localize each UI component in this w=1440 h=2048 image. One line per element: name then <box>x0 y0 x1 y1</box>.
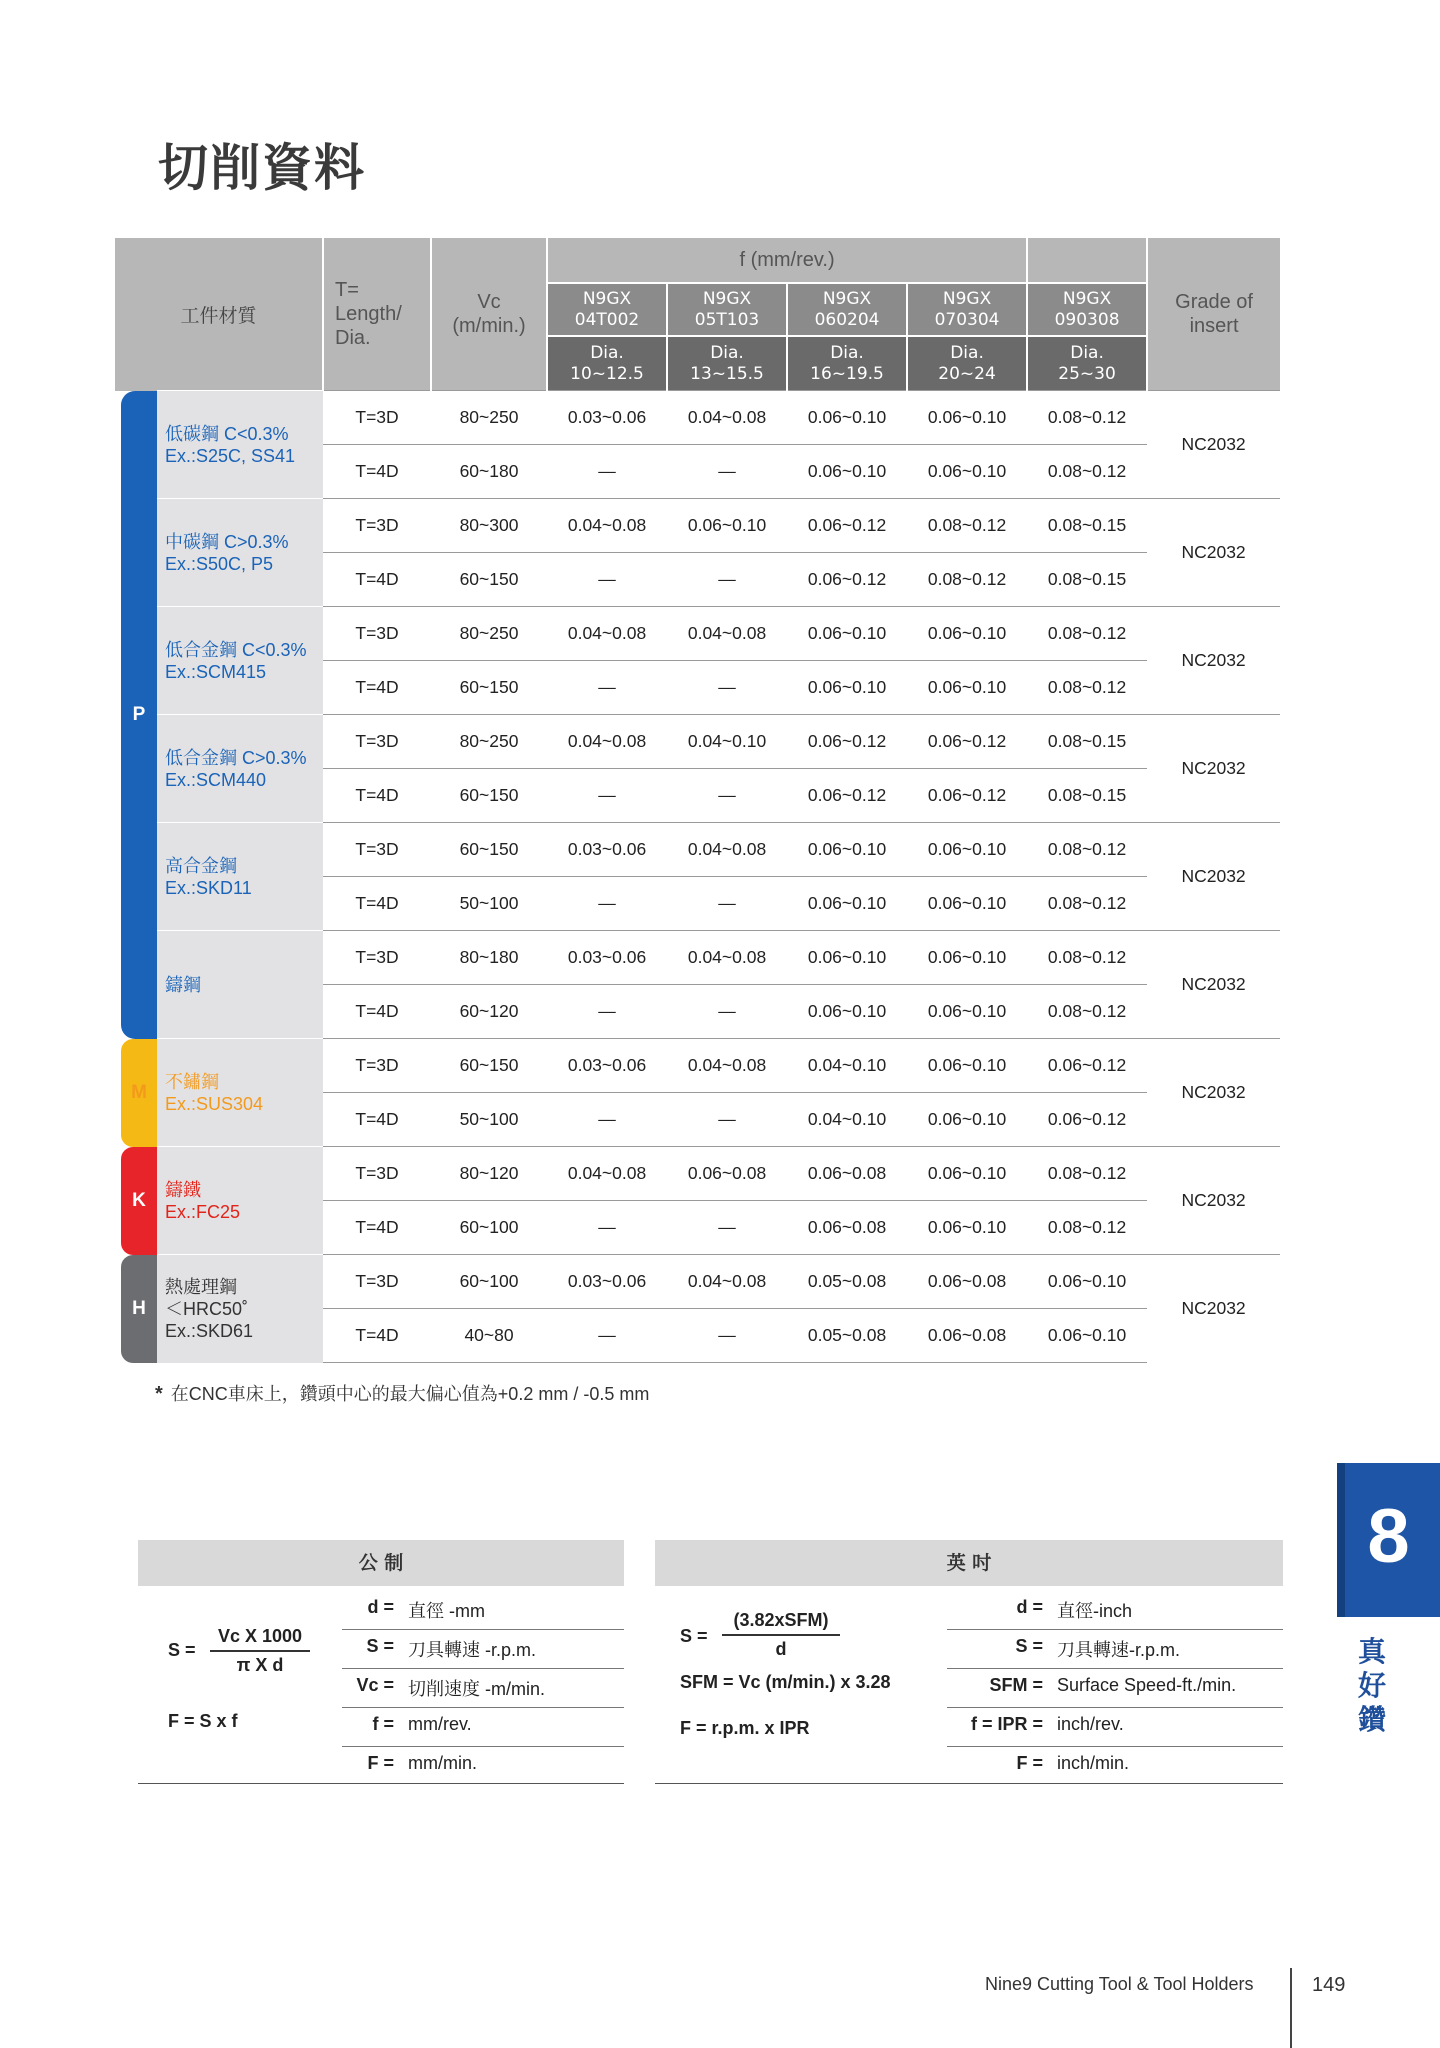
material-cell <box>157 391 323 499</box>
dia-range-header <box>907 336 1027 390</box>
length-cell: T=3D <box>323 715 431 769</box>
material-example: Ex.:SUS304 <box>165 1093 264 1114</box>
formula-def-key: Vc = <box>356 1675 394 1695</box>
inch-sfm-formula: SFM = Vc (m/min.) x 3.28 <box>680 1672 891 1692</box>
dia-range: 20~24 <box>938 363 996 384</box>
grade-cell: NC2032 <box>1147 499 1280 607</box>
vc-cell: 80~250 <box>431 607 547 661</box>
tool-code-name: N9GX <box>942 288 992 309</box>
vc-header <box>431 238 547 391</box>
feed-cell: 0.06~0.12 <box>1027 1093 1147 1147</box>
feed-cell: — <box>547 1309 667 1363</box>
feed-cell: — <box>667 445 787 499</box>
feed-cell: 0.06~0.10 <box>787 985 907 1039</box>
grade-cell: NC2032 <box>1147 823 1280 931</box>
grade-cell: NC2032 <box>1147 1255 1280 1363</box>
vc-cell: 60~100 <box>431 1201 547 1255</box>
material-header: 工件材質 <box>115 238 323 391</box>
brand-char: 鑽 <box>1357 1703 1386 1736</box>
table-row <box>115 391 1280 445</box>
feed-cell: 0.06~0.08 <box>787 1147 907 1201</box>
brand-vertical-text <box>1355 1635 1389 1737</box>
feed-cell: 0.06~0.10 <box>907 391 1027 445</box>
material-name: 中碳鋼 C>0.3% <box>165 531 289 552</box>
dia-label: Dia. <box>590 342 624 363</box>
feed-cell: 0.06~0.12 <box>787 715 907 769</box>
feed-cell: — <box>547 769 667 823</box>
inch-numerator: (3.82xSFM) <box>733 1610 829 1630</box>
metric-title: 公 制 <box>138 1540 624 1586</box>
length-cell: T=4D <box>323 877 431 931</box>
grade-cell: NC2032 <box>1147 931 1280 1039</box>
feed-cell: 0.06~0.10 <box>907 985 1027 1039</box>
grade-cell: NC2032 <box>1147 391 1280 499</box>
length-cell: T=4D <box>323 769 431 823</box>
feed-cell: 0.04~0.08 <box>667 1039 787 1093</box>
category-band <box>115 1039 157 1147</box>
feed-cell: 0.06~0.10 <box>1027 1309 1147 1363</box>
dia-label: Dia. <box>830 342 864 363</box>
feed-cell: 0.06~0.12 <box>907 769 1027 823</box>
table-row <box>115 823 1280 877</box>
formula-def-key: F = <box>1016 1753 1043 1773</box>
formula-def-value: 刀具轉速-r.p.m. <box>1057 1640 1181 1660</box>
formula-def-divider <box>342 1668 624 1669</box>
dia-label: Dia. <box>710 342 744 363</box>
feed-cell: 0.06~0.10 <box>907 661 1027 715</box>
feed-cell: 0.06~0.08 <box>667 1147 787 1201</box>
metric-fraction-bar <box>210 1650 310 1652</box>
feed-cell: 0.06~0.10 <box>907 823 1027 877</box>
category-band <box>115 1255 157 1363</box>
formula-def-value: 切削速度 -m/min. <box>408 1679 545 1699</box>
vc-cell: 60~150 <box>431 553 547 607</box>
feed-cell: 0.04~0.08 <box>547 1147 667 1201</box>
tool-code-name: N9GX <box>702 288 752 309</box>
grade-cell: NC2032 <box>1147 1147 1280 1255</box>
feed-cell: 0.06~0.10 <box>907 931 1027 985</box>
feed-cell: 0.06~0.10 <box>787 823 907 877</box>
feed-cell: 0.08~0.15 <box>1027 769 1147 823</box>
vc-cell: 60~120 <box>431 985 547 1039</box>
footer-separator <box>1290 1968 1292 2048</box>
feed-cell: 0.06~0.10 <box>907 877 1027 931</box>
metric-s-label: S = <box>168 1640 196 1660</box>
feed-cell: 0.04~0.08 <box>547 499 667 553</box>
material-name: 低合金鋼 C>0.3% <box>165 747 307 768</box>
feed-cell: 0.08~0.15 <box>1027 499 1147 553</box>
length-cell: T=4D <box>323 661 431 715</box>
footnote <box>155 1380 649 1406</box>
feed-cell: 0.04~0.08 <box>667 607 787 661</box>
length-cell: T=3D <box>323 1255 431 1309</box>
table-row <box>115 1255 1280 1309</box>
material-cell <box>157 1147 323 1255</box>
vc-cell: 60~180 <box>431 445 547 499</box>
feed-cell: — <box>547 553 667 607</box>
material-name: 鑄鐵 <box>165 1179 201 1200</box>
formula-def-divider <box>342 1746 624 1747</box>
feed-cell: 0.06~0.10 <box>787 607 907 661</box>
formula-def-divider <box>342 1629 624 1630</box>
cutting-data-table <box>115 238 1280 1363</box>
vc-cell: 60~150 <box>431 1039 547 1093</box>
vc-cell: 50~100 <box>431 877 547 931</box>
length-header-line2: Length/ <box>335 303 402 325</box>
formula-def-value: 直徑-inch <box>1057 1601 1133 1621</box>
category-label: P <box>121 391 157 1039</box>
tool-code-number: 070304 <box>934 309 1000 330</box>
category-band <box>115 1147 157 1255</box>
vc-header-line1: Vc <box>477 291 501 313</box>
feed-cell: 0.05~0.08 <box>787 1309 907 1363</box>
formula-def-key: f = <box>372 1714 394 1734</box>
vc-cell: 60~150 <box>431 661 547 715</box>
metric-numerator: Vc X 1000 <box>217 1626 303 1646</box>
feed-cell: 0.04~0.10 <box>787 1039 907 1093</box>
feed-cell: 0.05~0.08 <box>787 1255 907 1309</box>
feed-cell: — <box>547 877 667 931</box>
material-example: Ex.:SKD61 <box>165 1320 254 1341</box>
feed-cell: — <box>667 877 787 931</box>
feed-cell: 0.06~0.10 <box>787 877 907 931</box>
feed-cell: 0.06~0.10 <box>907 445 1027 499</box>
feed-cell: — <box>547 1201 667 1255</box>
formula-def-value: mm/rev. <box>408 1714 472 1734</box>
feed-cell: 0.06~0.10 <box>907 1093 1027 1147</box>
material-cell <box>157 1255 323 1363</box>
material-cell <box>157 499 323 607</box>
table-row <box>115 1147 1280 1201</box>
dia-label: Dia. <box>1070 342 1104 363</box>
feed-cell: 0.04~0.08 <box>667 1255 787 1309</box>
length-cell: T=3D <box>323 1147 431 1201</box>
dia-range-header <box>547 336 667 390</box>
formula-def-divider <box>947 1746 1283 1747</box>
tool-code-header <box>787 283 907 336</box>
category-band <box>115 391 157 1039</box>
feed-cell: 0.06~0.12 <box>787 769 907 823</box>
feed-cell: 0.08~0.12 <box>1027 931 1147 985</box>
brand-char: 真 <box>1357 1635 1386 1668</box>
vc-cell: 80~180 <box>431 931 547 985</box>
formula-def-key: S = <box>366 1636 394 1656</box>
tool-code-name: N9GX <box>1062 288 1112 309</box>
length-cell: T=3D <box>323 391 431 445</box>
category-label: M <box>121 1039 157 1147</box>
feed-cell: 0.04~0.08 <box>667 931 787 985</box>
length-cell: T=4D <box>323 553 431 607</box>
material-example: Ex.:SCM415 <box>165 661 267 682</box>
metric-formula-box <box>138 1540 624 1586</box>
length-cell: T=3D <box>323 607 431 661</box>
material-name: 鑄鋼 <box>165 974 201 995</box>
vc-cell: 60~150 <box>431 823 547 877</box>
formula-def-key: F = <box>367 1753 394 1773</box>
feed-cell: 0.06~0.10 <box>787 661 907 715</box>
feed-cell: 0.06~0.10 <box>787 391 907 445</box>
feed-cell: 0.08~0.12 <box>1027 607 1147 661</box>
inch-bottom-rule <box>655 1783 1283 1784</box>
feed-cell: 0.06~0.10 <box>787 445 907 499</box>
material-name: 不鏽鋼 <box>165 1071 219 1092</box>
feed-cell: 0.06~0.10 <box>1027 1255 1147 1309</box>
feed-cell: — <box>667 985 787 1039</box>
feed-cell: 0.06~0.08 <box>907 1255 1027 1309</box>
inch-formula-box <box>655 1540 1283 1586</box>
vc-cell: 80~250 <box>431 715 547 769</box>
tool-code-header <box>667 283 787 336</box>
feed-cell: 0.06~0.10 <box>907 607 1027 661</box>
feed-cell: 0.06~0.10 <box>907 1147 1027 1201</box>
length-cell: T=4D <box>323 445 431 499</box>
feed-cell: 0.08~0.12 <box>907 553 1027 607</box>
metric-denominator: π X d <box>236 1655 284 1675</box>
grade-header-line2: insert <box>1189 315 1239 337</box>
material-example: Ex.:S25C, SS41 <box>165 445 296 466</box>
formula-def-value: mm/min. <box>408 1753 477 1773</box>
tool-code-header <box>1027 283 1147 336</box>
material-cell <box>157 607 323 715</box>
category-label: K <box>121 1147 157 1255</box>
feed-cell: 0.06~0.08 <box>907 1309 1027 1363</box>
formula-def-divider <box>342 1707 624 1708</box>
formula-def-value: 刀具轉速 -r.p.m. <box>408 1640 537 1660</box>
vc-cell: 80~120 <box>431 1147 547 1201</box>
grade-cell: NC2032 <box>1147 607 1280 715</box>
feed-cell: 0.06~0.10 <box>667 499 787 553</box>
feed-cell: 0.06~0.12 <box>787 499 907 553</box>
feed-cell: 0.08~0.15 <box>1027 715 1147 769</box>
formula-def-key: SFM = <box>989 1675 1043 1695</box>
vc-cell: 60~100 <box>431 1255 547 1309</box>
material-cell <box>157 931 323 1039</box>
material-example: Ex.:S50C, P5 <box>165 553 274 574</box>
inch-denominator: d <box>775 1639 787 1659</box>
feed-cell: — <box>667 661 787 715</box>
tool-code-name: N9GX <box>822 288 872 309</box>
dia-range: 13~15.5 <box>690 363 764 384</box>
feed-cell: 0.06~0.12 <box>787 553 907 607</box>
vc-cell: 80~300 <box>431 499 547 553</box>
table-row <box>115 715 1280 769</box>
feed-cell: 0.04~0.10 <box>667 715 787 769</box>
feed-cell: 0.06~0.12 <box>1027 1039 1147 1093</box>
formula-def-key: f = IPR = <box>970 1714 1043 1734</box>
material-cell <box>157 715 323 823</box>
metric-bottom-rule <box>138 1783 624 1784</box>
dia-range-header <box>1027 336 1147 390</box>
feed-header-extra <box>1027 238 1147 283</box>
feed-cell: 0.08~0.12 <box>1027 391 1147 445</box>
tool-code-header <box>907 283 1027 336</box>
feed-cell: 0.03~0.06 <box>547 1255 667 1309</box>
feed-cell: 0.03~0.06 <box>547 823 667 877</box>
dia-range-header <box>667 336 787 390</box>
feed-cell: — <box>547 445 667 499</box>
feed-cell: 0.08~0.12 <box>1027 661 1147 715</box>
length-header-line3: Dia. <box>335 327 371 349</box>
brand-char: 好 <box>1357 1669 1386 1702</box>
footnote-star: * <box>155 1383 163 1405</box>
formula-def-key: d = <box>1016 1597 1043 1617</box>
grade-header <box>1147 238 1280 391</box>
feed-cell: 0.08~0.12 <box>1027 1201 1147 1255</box>
feed-cell: 0.04~0.08 <box>547 607 667 661</box>
feed-cell: 0.04~0.08 <box>667 823 787 877</box>
material-example: Ex.:SCM440 <box>165 769 267 790</box>
table-row <box>115 931 1280 985</box>
feed-cell: 0.03~0.06 <box>547 1039 667 1093</box>
table-row <box>115 1039 1280 1093</box>
feed-cell: 0.08~0.12 <box>1027 823 1147 877</box>
length-cell: T=3D <box>323 499 431 553</box>
inch-s-label: S = <box>680 1626 708 1646</box>
feed-cell: — <box>667 769 787 823</box>
page-number: 149 <box>1312 1974 1346 1996</box>
metric-f-formula: F = S x f <box>168 1711 238 1731</box>
material-example: Ex.:FC25 <box>165 1201 241 1222</box>
length-cell: T=3D <box>323 823 431 877</box>
feed-cell: 0.08~0.12 <box>1027 985 1147 1039</box>
feed-cell: 0.06~0.12 <box>907 715 1027 769</box>
material-cell <box>157 823 323 931</box>
formula-def-value: inch/rev. <box>1057 1714 1124 1734</box>
dia-range: 25~30 <box>1058 363 1116 384</box>
feed-cell: — <box>667 1201 787 1255</box>
tool-code-header <box>547 283 667 336</box>
vc-cell: 60~150 <box>431 769 547 823</box>
formula-def-divider <box>947 1707 1283 1708</box>
formula-def-divider <box>947 1668 1283 1669</box>
feed-cell: — <box>547 1093 667 1147</box>
dia-range: 16~19.5 <box>810 363 884 384</box>
formula-def-divider <box>947 1629 1283 1630</box>
feed-cell: 0.04~0.08 <box>547 715 667 769</box>
metric-fraction <box>210 1626 310 1676</box>
formula-def-key: S = <box>1015 1636 1043 1656</box>
formula-def-key: d = <box>367 1597 394 1617</box>
inch-f-formula: F = r.p.m. x IPR <box>680 1718 810 1738</box>
formula-def-value: Surface Speed-ft./min. <box>1057 1675 1237 1695</box>
length-cell: T=3D <box>323 1039 431 1093</box>
dia-range: 10~12.5 <box>570 363 644 384</box>
material-hardness: ＜HRC50˚ <box>165 1298 249 1319</box>
inch-title: 英 吋 <box>655 1540 1283 1586</box>
feed-cell: 0.03~0.06 <box>547 391 667 445</box>
tool-code-number: 05T103 <box>694 309 760 330</box>
footnote-text: 在CNC車床上，鑽頭中心的最大偏心值為+0.2 mm / -0.5 mm <box>170 1384 650 1404</box>
material-name: 低碳鋼 C<0.3% <box>165 423 289 444</box>
vc-cell: 80~250 <box>431 391 547 445</box>
feed-cell: 0.08~0.15 <box>1027 553 1147 607</box>
feed-cell: 0.03~0.06 <box>547 931 667 985</box>
tool-code-number: 060204 <box>814 309 880 330</box>
feed-cell: 0.08~0.12 <box>907 499 1027 553</box>
footer-text: Nine9 Cutting Tool & Tool Holders <box>985 1974 1254 1994</box>
length-cell: T=4D <box>323 1309 431 1363</box>
feed-cell: 0.04~0.10 <box>787 1093 907 1147</box>
length-header <box>323 238 431 391</box>
length-cell: T=3D <box>323 931 431 985</box>
feed-cell: 0.06~0.08 <box>787 1201 907 1255</box>
length-cell: T=4D <box>323 1201 431 1255</box>
length-cell: T=4D <box>323 985 431 1039</box>
feed-cell: 0.06~0.10 <box>907 1039 1027 1093</box>
vc-cell: 40~80 <box>431 1309 547 1363</box>
grade-header-line1: Grade of <box>1175 291 1253 313</box>
feed-cell: — <box>667 553 787 607</box>
feed-cell: 0.06~0.10 <box>787 931 907 985</box>
vc-cell: 50~100 <box>431 1093 547 1147</box>
feed-cell: — <box>667 1309 787 1363</box>
category-label: H <box>121 1255 157 1363</box>
length-header-line1: T= <box>335 279 359 301</box>
inch-fraction-bar <box>722 1634 840 1636</box>
table-row <box>115 499 1280 553</box>
table-row <box>115 607 1280 661</box>
feed-cell: 0.08~0.12 <box>1027 445 1147 499</box>
tool-code-number: 090308 <box>1054 309 1120 330</box>
feed-cell: — <box>547 661 667 715</box>
material-name: 熱處理鋼 <box>165 1276 237 1297</box>
dia-range-header <box>787 336 907 390</box>
length-cell: T=4D <box>323 1093 431 1147</box>
feed-cell: — <box>667 1093 787 1147</box>
grade-cell: NC2032 <box>1147 715 1280 823</box>
tool-code-name: N9GX <box>582 288 632 309</box>
feed-cell: 0.08~0.12 <box>1027 877 1147 931</box>
formula-def-value: 直徑 -mm <box>408 1601 485 1621</box>
feed-cell: 0.06~0.10 <box>907 1201 1027 1255</box>
material-cell <box>157 1039 323 1147</box>
feed-header: f (mm/rev.) <box>547 238 1027 283</box>
feed-cell: — <box>547 985 667 1039</box>
material-example: Ex.:SKD11 <box>165 877 252 898</box>
feed-cell: 0.08~0.12 <box>1027 1147 1147 1201</box>
material-name: 高合金鋼 <box>165 855 237 876</box>
chapter-number: 8 <box>1367 1494 1410 1579</box>
inch-fraction <box>722 1610 840 1660</box>
feed-cell: 0.04~0.08 <box>667 391 787 445</box>
dia-label: Dia. <box>950 342 984 363</box>
formula-def-value: inch/min. <box>1057 1753 1130 1773</box>
grade-cell: NC2032 <box>1147 1039 1280 1147</box>
tool-code-number: 04T002 <box>574 309 640 330</box>
page-title: 切削資料 <box>158 139 366 197</box>
material-name: 低合金鋼 C<0.3% <box>165 639 307 660</box>
vc-header-line2: (m/min.) <box>452 315 526 337</box>
